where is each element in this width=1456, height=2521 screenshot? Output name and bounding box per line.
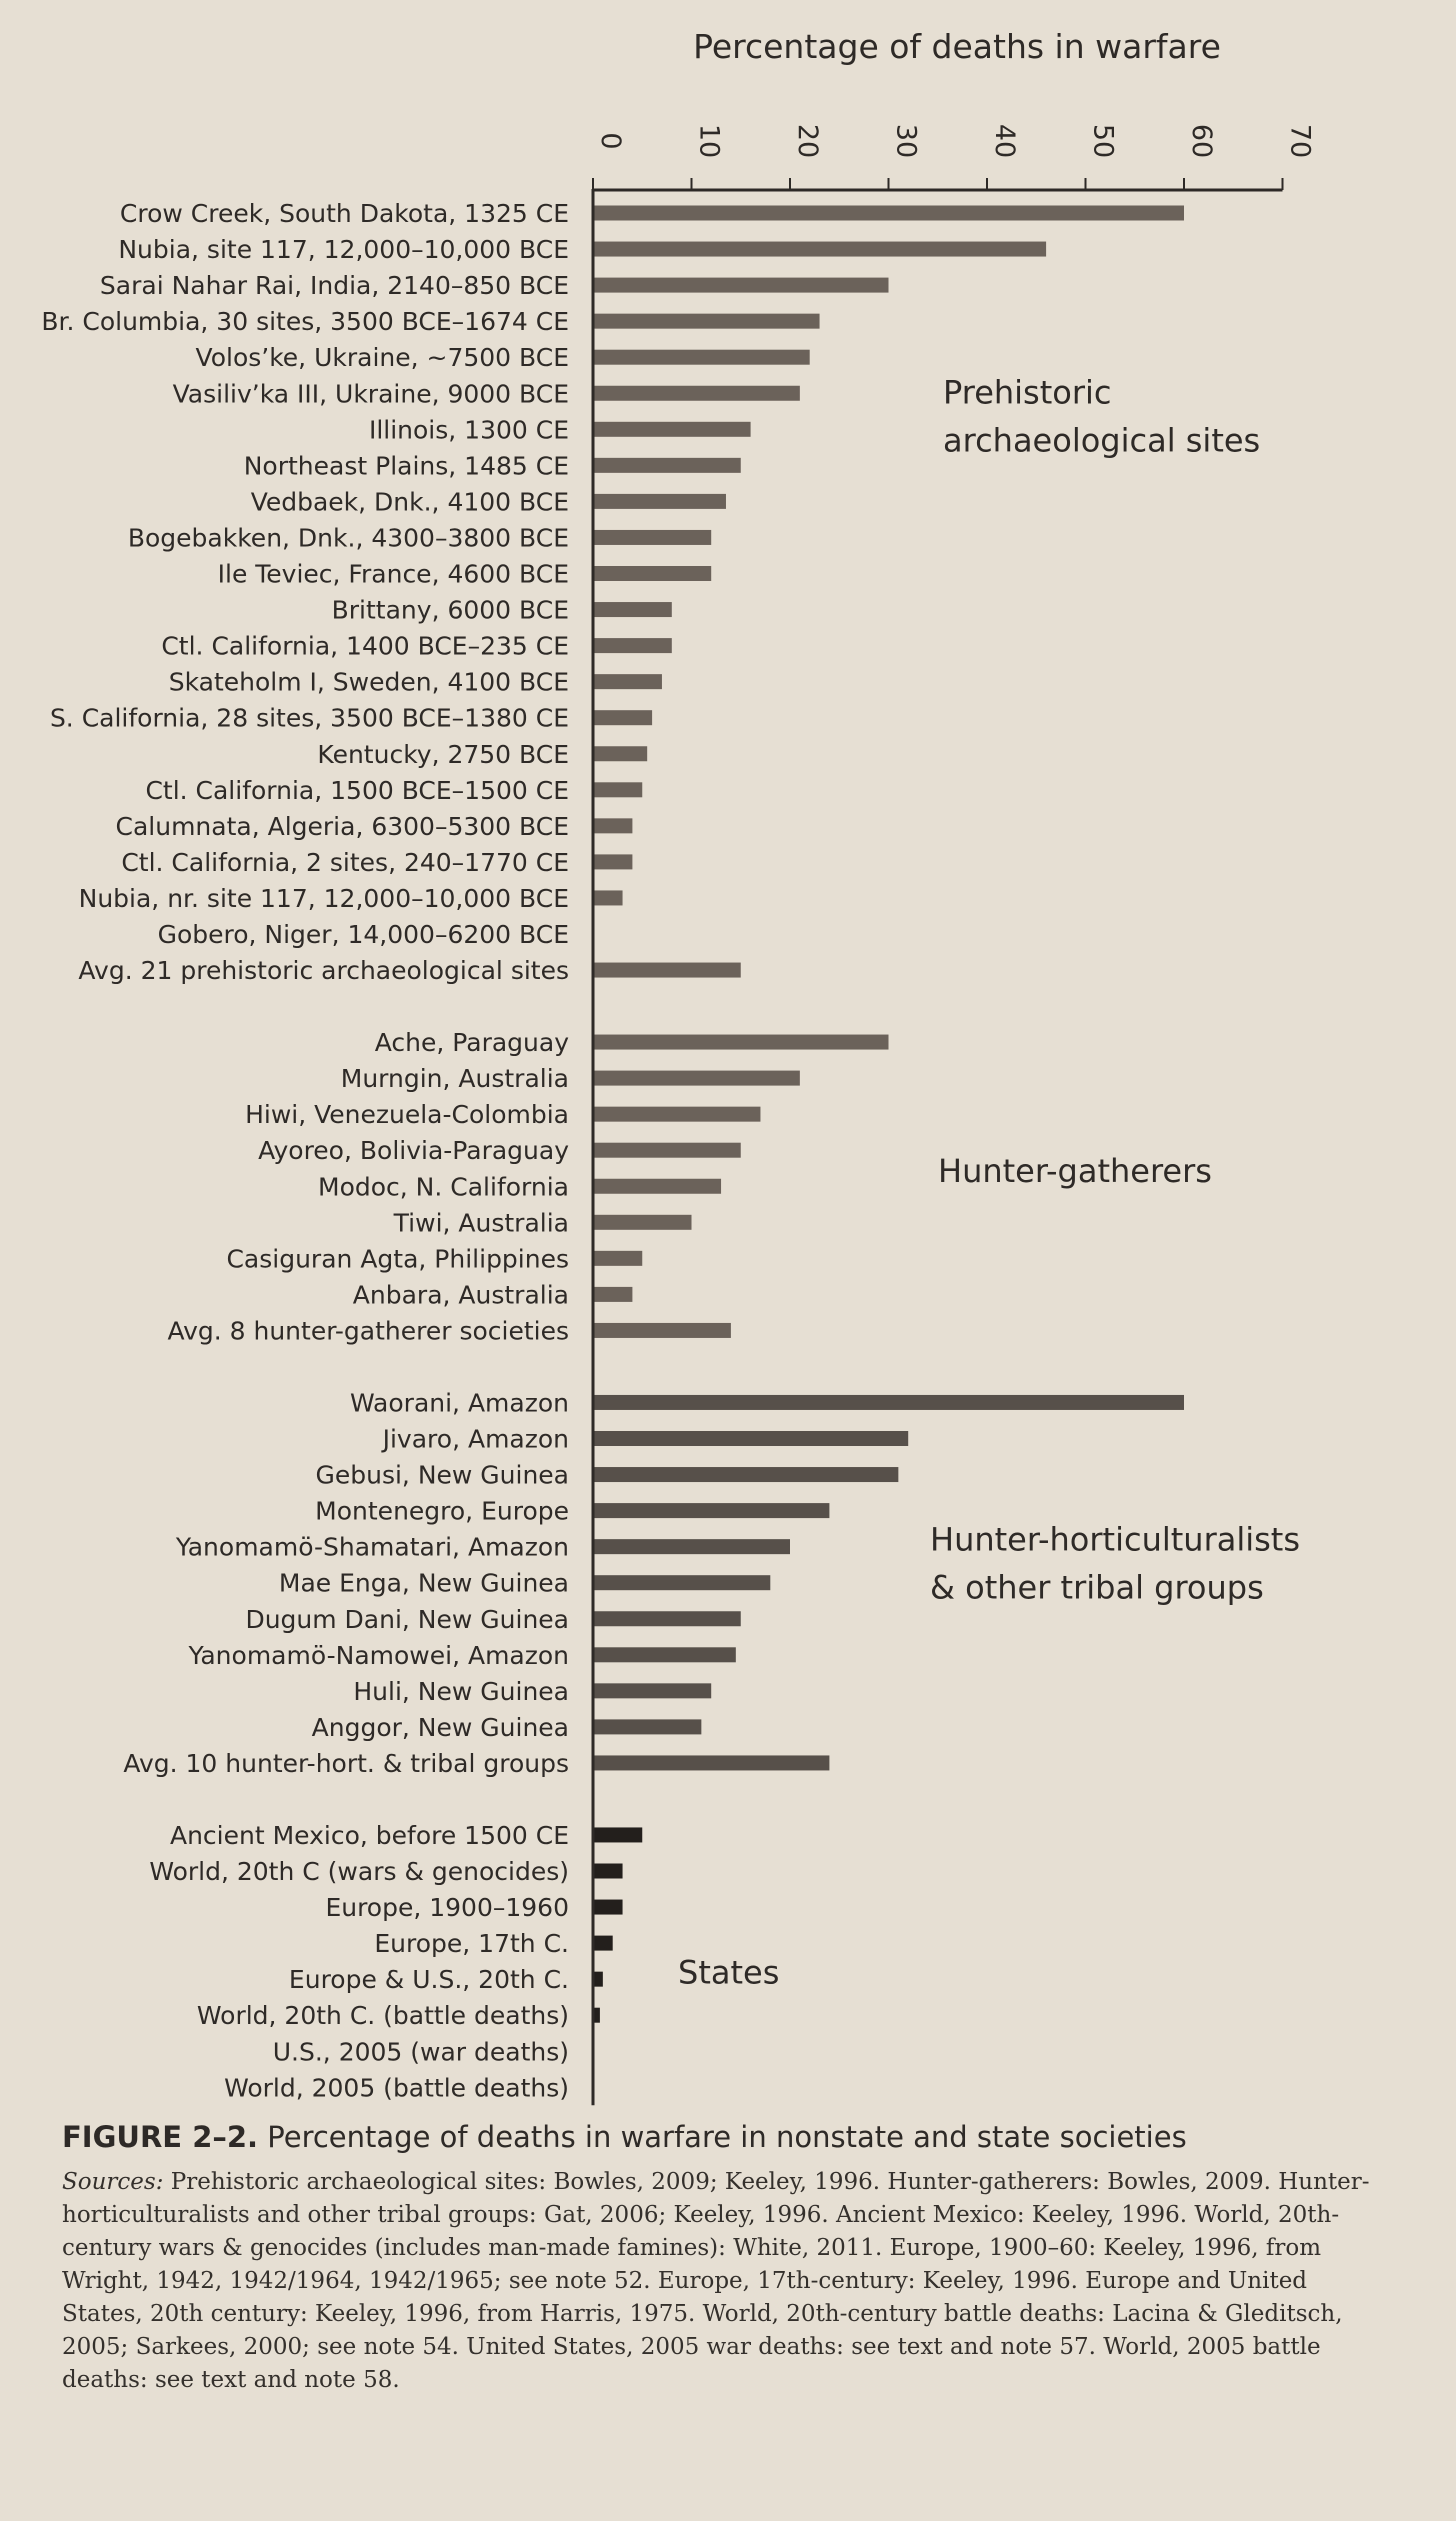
bar bbox=[593, 674, 662, 689]
category-label: Crow Creek, South Dakota, 1325 CE bbox=[119, 199, 569, 228]
x-tick-label: 10 bbox=[693, 123, 725, 159]
category-label: Gobero, Niger, 14,000–6200 BCE bbox=[157, 920, 569, 949]
bar bbox=[593, 1035, 889, 1050]
category-label: Hiwi, Venezuela-Colombia bbox=[245, 1100, 569, 1130]
bar bbox=[593, 818, 632, 833]
bar bbox=[593, 1936, 613, 1951]
bar bbox=[593, 602, 672, 617]
category-label: Ache, Paraguay bbox=[374, 1028, 569, 1058]
x-tick-label: 0 bbox=[595, 132, 626, 150]
bar bbox=[593, 1467, 898, 1482]
x-tick-label: 60 bbox=[1186, 123, 1217, 159]
category-label: Avg. 10 hunter-hort. & tribal groups bbox=[123, 1748, 569, 1778]
bar bbox=[593, 1395, 1184, 1410]
category-label: Dugum Dani, New Guinea bbox=[245, 1604, 569, 1634]
category-label: Mae Enga, New Guinea bbox=[278, 1568, 569, 1598]
category-label: Modoc, N. California bbox=[318, 1172, 569, 1202]
bar bbox=[593, 1503, 829, 1518]
bar bbox=[593, 278, 889, 293]
bar bbox=[593, 1575, 770, 1590]
bar bbox=[593, 386, 800, 401]
bar bbox=[593, 494, 726, 509]
category-label: S. California, 28 sites, 3500 BCE–1380 CE bbox=[49, 703, 569, 733]
category-label: Europe, 1900–1960 bbox=[325, 1893, 569, 1923]
bar bbox=[593, 1107, 760, 1122]
group-label: Prehistoric bbox=[943, 373, 1112, 412]
category-label: Northeast Plains, 1485 CE bbox=[243, 451, 569, 481]
bar bbox=[593, 710, 652, 725]
category-label: Vedbaek, Dnk., 4100 BCE bbox=[250, 487, 569, 517]
category-label: Avg. 21 prehistoric archaeological sites bbox=[78, 956, 569, 986]
bar bbox=[593, 314, 820, 329]
figure-caption bbox=[62, 2118, 1372, 2397]
x-tick-label: 50 bbox=[1087, 123, 1119, 159]
bar bbox=[593, 638, 672, 653]
bar bbox=[593, 1683, 711, 1698]
category-label: Skateholm I, Sweden, 4100 BCE bbox=[168, 667, 569, 697]
category-label: Ctl. California, 1500 BCE–1500 CE bbox=[145, 775, 569, 805]
bar bbox=[593, 1900, 623, 1915]
bar bbox=[593, 242, 1046, 257]
category-label: Nubia, site 117, 12,000–10,000 BCE bbox=[118, 235, 569, 265]
bar bbox=[593, 1864, 623, 1879]
bar bbox=[593, 350, 810, 365]
category-label: Bogebakken, Dnk., 4300–3800 BCE bbox=[127, 523, 569, 553]
bar bbox=[593, 1323, 731, 1338]
sources-label: Sources: bbox=[62, 2169, 164, 2195]
category-label: Ayoreo, Bolivia-Paraguay bbox=[258, 1136, 569, 1166]
category-label: Yanomamö-Namowei, Amazon bbox=[188, 1640, 569, 1670]
group-label: archaeological sites bbox=[943, 421, 1261, 460]
category-label: Anbara, Australia bbox=[352, 1280, 569, 1310]
sources-text: Prehistoric archaeological sites: Bowles, 2009; Keeley, 1996. Hunter-gatherers: Bowles, 2009. Hunter-horticulturalists and other tribal groups: Gat, 2006; Keeley, 1996. Ancient Mexico: Keeley, 1996. World, 20th-century wars & genocides (includes man-made famines): White, 2011. Europe, 1900–60: Keeley, 1996, from Wright, 1942, 1942/1964, 1942/1965; see note 52. Europe, 17th-century: Keeley, 1996. Europe and United States, 20th century: Keeley, 1996, from Harris, 1975. World, 20th-century battle deaths: Lacina & Gleditsch, 2005; Sarkees, 2000; see note 54. United States, 2005 war deaths: see text and note 57. World, 2005 battle deaths: see text and note 58. bbox=[62, 2169, 1370, 2393]
category-label: World, 2005 (battle deaths) bbox=[224, 2073, 569, 2103]
bar bbox=[593, 458, 741, 473]
category-label: Ctl. California, 2 sites, 240–1770 CE bbox=[121, 847, 569, 877]
category-label: Montenegro, Europe bbox=[315, 1496, 569, 1526]
bar bbox=[593, 1827, 642, 1842]
category-label: Ctl. California, 1400 BCE–235 CE bbox=[161, 631, 569, 661]
bar bbox=[593, 1539, 790, 1554]
category-label: Casiguran Agta, Philippines bbox=[226, 1244, 569, 1274]
bar bbox=[593, 1431, 908, 1446]
category-label: Europe, 17th C. bbox=[374, 1929, 569, 1959]
chart-title: Percentage of deaths in warfare bbox=[693, 27, 1221, 66]
bar bbox=[593, 1647, 736, 1662]
group-label: Hunter-gatherers bbox=[938, 1151, 1212, 1190]
bar bbox=[593, 746, 647, 761]
figure-number: FIGURE 2–2. bbox=[62, 2120, 259, 2154]
category-label: Ile Teviec, France, 4600 BCE bbox=[217, 559, 569, 589]
group-label: States bbox=[678, 1953, 780, 1992]
group-label: & other tribal groups bbox=[930, 1568, 1264, 1607]
x-tick-label: 40 bbox=[989, 123, 1020, 159]
caption-title-line bbox=[62, 2118, 1372, 2156]
category-label: Ancient Mexico, before 1500 CE bbox=[169, 1820, 569, 1850]
category-label: Volos’ke, Ukraine, ~7500 BCE bbox=[195, 343, 569, 373]
category-label: Yanomamö-Shamatari, Amazon bbox=[175, 1532, 569, 1562]
category-label: Kentucky, 2750 BCE bbox=[317, 739, 569, 769]
caption-sources bbox=[62, 2166, 1372, 2397]
bar bbox=[593, 1755, 829, 1770]
category-label: Murngin, Australia bbox=[340, 1064, 569, 1094]
category-label: Vasiliv’ka III, Ukraine, 9000 BCE bbox=[172, 379, 569, 409]
bar bbox=[593, 1215, 692, 1230]
bar bbox=[593, 530, 711, 545]
category-label: Nubia, nr. site 117, 12,000–10,000 BCE bbox=[78, 883, 569, 913]
x-tick-label: 30 bbox=[890, 123, 922, 159]
bar bbox=[593, 1179, 721, 1194]
bar bbox=[593, 566, 711, 581]
category-label: Jivaro, Amazon bbox=[382, 1424, 569, 1454]
x-tick-label: 20 bbox=[792, 123, 823, 159]
category-label: Tiwi, Australia bbox=[393, 1208, 569, 1238]
category-label: Avg. 8 hunter-gatherer societies bbox=[167, 1316, 569, 1346]
figure-title: Percentage of deaths in warfare in nonstate and state societies bbox=[267, 2120, 1187, 2154]
category-label: World, 20th C. (battle deaths) bbox=[196, 2001, 569, 2031]
category-label: Europe & U.S., 20th C. bbox=[288, 1965, 569, 1995]
bar bbox=[593, 854, 632, 869]
category-label: Gebusi, New Guinea bbox=[315, 1460, 569, 1490]
category-label: Illinois, 1300 CE bbox=[368, 415, 569, 445]
bar bbox=[593, 782, 642, 797]
category-label: World, 20th C (wars & genocides) bbox=[149, 1857, 569, 1886]
category-label: Huli, New Guinea bbox=[353, 1676, 569, 1706]
bar bbox=[593, 1719, 701, 1734]
category-label: Brittany, 6000 BCE bbox=[331, 595, 569, 625]
bar bbox=[593, 1071, 800, 1086]
bar bbox=[593, 422, 751, 437]
bar bbox=[593, 890, 623, 905]
x-tick-label: 70 bbox=[1284, 123, 1316, 159]
category-label: Anggor, New Guinea bbox=[311, 1712, 569, 1742]
category-label: Sarai Nahar Rai, India, 2140–850 BCE bbox=[99, 271, 569, 301]
bar bbox=[593, 1611, 741, 1626]
category-label: Br. Columbia, 30 sites, 3500 BCE–1674 CE bbox=[41, 307, 569, 337]
category-label: Waorani, Amazon bbox=[349, 1388, 569, 1418]
bar bbox=[593, 1287, 632, 1302]
category-label: Calumnata, Algeria, 6300–5300 BCE bbox=[115, 811, 569, 841]
category-label: U.S., 2005 (war deaths) bbox=[272, 2037, 569, 2067]
bar bbox=[593, 963, 741, 978]
bar bbox=[593, 1143, 741, 1158]
group-label: Hunter-horticulturalists bbox=[930, 1520, 1300, 1559]
bar bbox=[593, 1251, 642, 1266]
bar bbox=[593, 206, 1184, 221]
